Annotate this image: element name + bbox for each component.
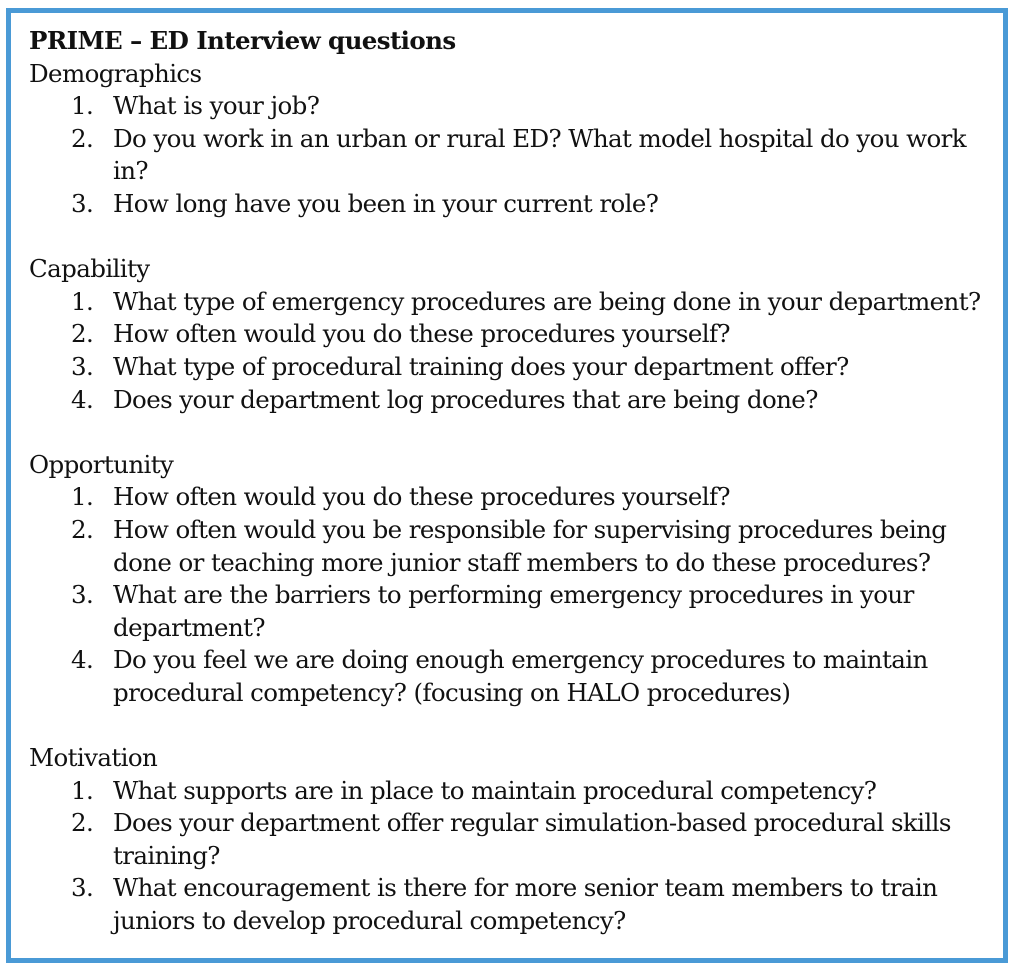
document-title: PRIME – ED Interview questions <box>29 26 456 55</box>
question-number: 2. <box>71 514 94 544</box>
question-text: Does your department log procedures that are being done? <box>113 384 818 414</box>
question-text: Do you feel we are doing enough emergency procedures to maintain procedural competency? (focusing on HALO procedures) <box>113 645 928 707</box>
question-item <box>29 775 999 808</box>
section-demographics <box>29 58 999 221</box>
question-item <box>29 384 999 417</box>
question-item <box>29 188 999 221</box>
question-list <box>29 775 999 938</box>
document-frame <box>6 8 1008 963</box>
question-number: 3. <box>71 873 94 903</box>
question-text: Does your department offer regular simulation-based procedural skills training? <box>113 808 951 870</box>
question-text: What are the barriers to performing emergency procedures in your department? <box>113 580 914 642</box>
question-list <box>29 481 999 709</box>
question-item <box>29 514 999 579</box>
question-number: 3. <box>71 580 94 610</box>
question-item <box>29 579 999 644</box>
question-number: 1. <box>71 91 94 121</box>
section-opportunity <box>29 449 999 710</box>
question-number: 4. <box>71 384 94 414</box>
question-number: 2. <box>71 319 94 349</box>
question-item <box>29 807 999 872</box>
document-content <box>29 25 999 970</box>
question-number: 1. <box>71 775 94 805</box>
question-number: 3. <box>71 188 94 218</box>
question-number: 3. <box>71 351 94 381</box>
question-item <box>29 644 999 709</box>
section-heading: Demographics <box>29 58 202 88</box>
question-item <box>29 872 999 937</box>
section-motivation <box>29 742 999 938</box>
section-heading: Motivation <box>29 743 158 773</box>
question-text: How long have you been in your current role? <box>113 188 659 218</box>
question-item <box>29 318 999 351</box>
question-text: How often would you do these procedures yourself? <box>113 319 730 349</box>
question-text: How often would you do these procedures yourself? <box>113 482 730 512</box>
question-list <box>29 286 999 416</box>
question-number: 2. <box>71 123 94 153</box>
question-number: 1. <box>71 286 94 316</box>
question-text: How often would you be responsible for supervising procedures being done or teaching more junior staff members to do these procedures? <box>113 514 947 577</box>
question-item <box>29 90 999 123</box>
question-item <box>29 123 999 188</box>
question-item <box>29 481 999 514</box>
question-text: What supports are in place to maintain procedural competency? <box>113 775 877 805</box>
question-text: What encouragement is there for more senior team members to train juniors to develop procedural competency? <box>113 873 938 936</box>
question-text: What type of procedural training does your department offer? <box>113 351 849 381</box>
question-text: What is your job? <box>113 91 320 121</box>
question-list <box>29 90 999 220</box>
question-number: 2. <box>71 808 94 838</box>
question-item <box>29 351 999 384</box>
question-number: 4. <box>71 645 94 675</box>
section-capability <box>29 253 999 416</box>
question-text: Do you work in an urban or rural ED? What model hospital do you work in? <box>113 123 967 186</box>
section-heading: Opportunity <box>29 449 174 479</box>
section-heading: Capability <box>29 254 150 284</box>
question-number: 1. <box>71 482 94 512</box>
question-text: What type of emergency procedures are being done in your department? <box>113 286 981 316</box>
question-item <box>29 286 999 319</box>
